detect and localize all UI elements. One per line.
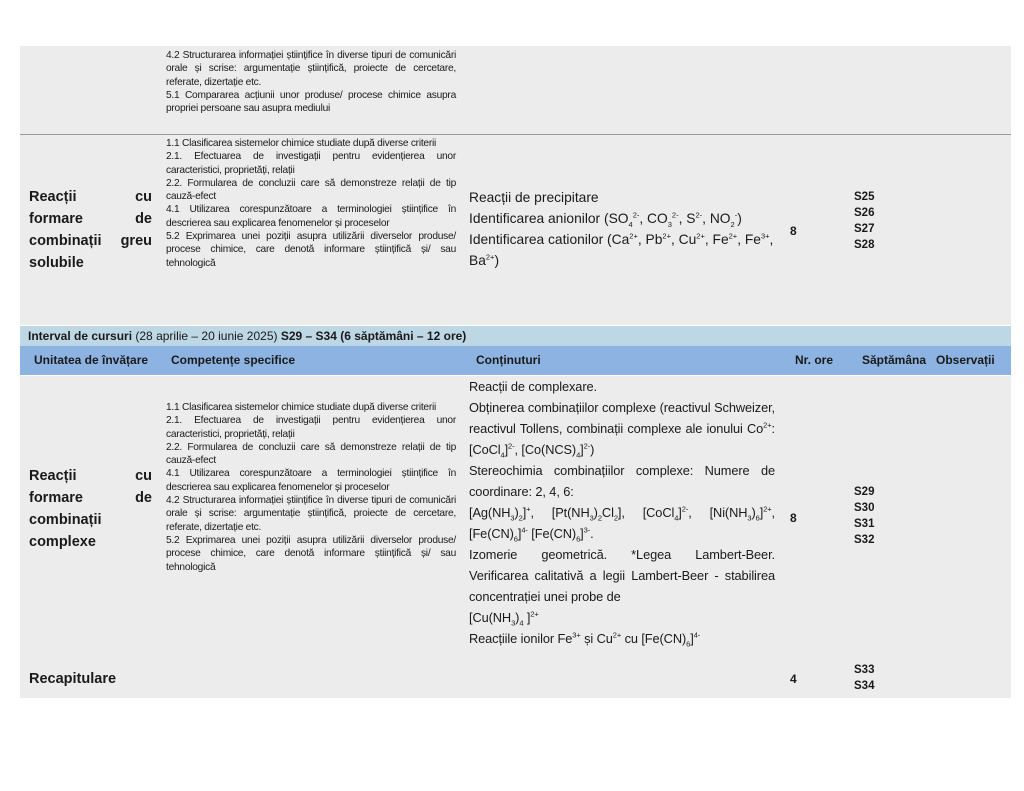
content-line: Reacții de complexare.: [469, 379, 597, 394]
competence-item: 5.2 Exprimarea unei poziții asupra utilizării diverselor produse/ procese chimice, care denotă informare științifică și/ sau tehnologică: [166, 534, 456, 573]
content-line: Stereochimia combinațiilor complexe: Numere de coordinare: 2, 4, 6:: [469, 463, 775, 499]
competence-item: 4.2 Structurarea informației științifice în diverse tipuri de comunicări orale și scrise: argumentație științifică, proiecte de cercetare, referate, dizertație etc.: [166, 50, 456, 88]
week-label: S27: [854, 223, 875, 235]
complex-competences: [166, 401, 456, 574]
competence-item: 1.1 Clasificarea sistemelor chimice studiate după diverse criterii: [166, 138, 436, 149]
week-label: S28: [854, 239, 875, 251]
precipitation-hours: 8: [790, 224, 797, 238]
interval-dates: (28 aprilie – 20 iunie 2025): [135, 329, 278, 343]
content-line: [$Cu(NH_3)_4$ ]$^{2+}$: [469, 609, 539, 628]
week-label: S30: [854, 502, 875, 514]
complex-hours: 8: [790, 511, 797, 525]
precipitation-competences: [166, 137, 456, 270]
unit-complex: Reacții cu formare de combinații complexe: [29, 468, 152, 550]
header-notes: Observații: [936, 353, 995, 367]
precipitation-weeks: [854, 189, 874, 253]
content-line: Izomerie geometrică. *Legea Lambert-Beer. Verificarea calitativă a legii Lambert-Beer - stabilirea concentrației unei probe de: [469, 547, 775, 604]
review-weeks: [854, 662, 874, 694]
table-header: [20, 346, 1011, 375]
competence-item: 2.1. Efectuarea de investigații pentru evidențierea unor caracteristici, proprietăți, relații: [166, 151, 456, 176]
header-hours: Nr. ore: [795, 353, 834, 367]
competence-item: 2.1. Efectuarea de investigații pentru evidențierea unor caracteristici, proprietăți, relații: [166, 415, 456, 440]
competence-item: 4.1 Utilizarea corespunzătoare a terminologiei științifice în descrierea sau explicarea fenomenelor și proceselor: [166, 204, 456, 229]
competence-item: 1.1 Clasificarea sistemelor chimice studiate după diverse criterii: [166, 402, 436, 413]
week-label: S25: [854, 191, 875, 203]
content-line-anions: Identificarea anionilor ($SO_4^{2-}$, $CO_3^{2-}$, $S^{2-}$, $NO_2^-$): [469, 210, 742, 229]
week-label: S31: [854, 518, 875, 530]
competence-item: 5.1 Compararea acțiunii unor produse/ procese chimice asupra propriei persoane sau asupra mediului: [166, 89, 456, 115]
content-line-cations: Identificarea cationilor ($Ca^{2+}$, $Pb^{2+}$, $Cu^{2+}$, $Fe^{2+}$, $Fe^{3+}$, $Ba^{2+}$): [469, 231, 774, 268]
week-label: S26: [854, 207, 875, 219]
interval-label: Interval de cursuri: [28, 329, 133, 343]
content-line: Obținerea combinațiilor complexe (reactivul Schweizer, reactivul Tollens, combinații complexe ale ionului $Co^{2+}$: [CoCl$_4$]$^{2-}$, $[Co(NCS)_4]^{2-}$): [469, 400, 775, 460]
unit-review: Recapitulare: [29, 671, 117, 687]
complex-weeks: [854, 484, 874, 548]
unit-precipitation: Reacții cu formare de combinații greu solubile: [29, 189, 152, 271]
row-divider: [20, 134, 1011, 135]
week-label: S33: [854, 664, 875, 676]
interval-duration: (6 săptămâni – 12 ore): [340, 329, 467, 343]
competence-item: 4.2 Structurarea informației științifice în diverse tipuri de comunicări orale și scrise: argumentație științifică, proiecte de cercetare, referate, dizertație etc.: [166, 495, 456, 533]
week-label: S34: [854, 680, 875, 692]
competence-item: 2.2. Formularea de concluzii care să demonstreze relații de tip cauză-efect: [166, 441, 456, 467]
week-label: S32: [854, 534, 875, 546]
header-week: Săptămâna: [862, 353, 927, 367]
complex-contents: [469, 376, 775, 649]
header-contents: Conținuturi: [476, 353, 541, 367]
header-competences: Competențe specifice: [171, 353, 296, 367]
interval-band: [20, 326, 1011, 346]
competence-item: 4.1 Utilizarea corespunzătoare a terminologiei științifice în descrierea sau explicarea fenomenelor și proceselor: [166, 468, 456, 493]
content-line-formulas: $[Ag(NH_3)_2]^+$, $[Pt(NH_3)_2Cl_2]$, [CoCl$_4$]$^{2-}$, $[Ni(NH_3)_6]^{2+}$, $[Fe(CN)_6]^{4-}$ $[Fe(CN)_6]^{3-}$.: [469, 504, 776, 544]
interval-weeks: S29 – S34: [280, 329, 337, 343]
precipitation-contents: [469, 187, 789, 271]
header-unit: Unitatea de învățare: [34, 353, 149, 367]
review-hours: 4: [790, 672, 797, 686]
content-line: Reacții de precipitare: [469, 190, 599, 205]
content-line: Reacțiile ionilor $Fe^{3+}$ și $Cu^{2+}$ cu $[Fe(CN)_6]^{4-}$: [469, 630, 701, 649]
competence-item: 5.2 Exprimarea unei poziții asupra utilizării diverselor produse/ procese chimice, care denotă informare științifică și/ sau tehnologică: [166, 231, 456, 269]
week-label: S29: [854, 486, 875, 498]
top-fragment-competences: [166, 49, 456, 115]
competence-item: 2.2. Formularea de concluzii care să demonstreze relații de tip cauză-efect: [166, 177, 456, 203]
